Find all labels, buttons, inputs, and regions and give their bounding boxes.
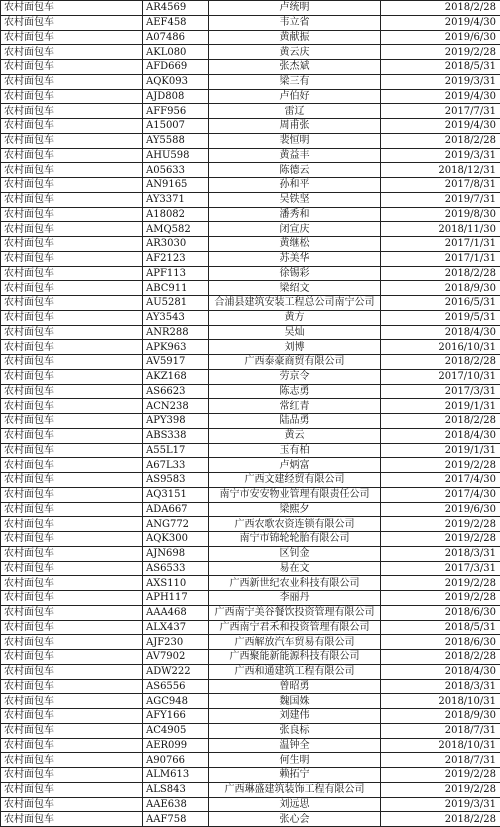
table-row	[1, 310, 500, 325]
vehicle-type-cell: 农村面包车	[1, 679, 143, 694]
table-row	[1, 384, 500, 399]
vehicle-type-cell: 农村面包车	[1, 163, 143, 178]
vehicle-type-cell: 农村面包车	[1, 119, 143, 134]
date-cell: 2018/2/28	[381, 355, 500, 370]
vehicle-type-cell: 农村面包车	[1, 487, 143, 502]
table-row	[1, 694, 500, 709]
plate-cell: AR4569	[143, 1, 209, 16]
table-row	[1, 133, 500, 148]
plate-cell: AV7902	[143, 650, 209, 665]
date-cell: 2019/2/28	[381, 532, 500, 547]
plate-cell: AKZ168	[143, 369, 209, 384]
table-row	[1, 325, 500, 340]
table-row	[1, 576, 500, 591]
table-row	[1, 89, 500, 104]
plate-cell: AR3030	[143, 237, 209, 252]
plate-cell: ALX437	[143, 620, 209, 635]
table-row	[1, 251, 500, 266]
date-cell: 2019/5/31	[381, 310, 500, 325]
table-row	[1, 605, 500, 620]
owner-cell: 卢伯好	[209, 89, 381, 104]
table-row	[1, 15, 500, 30]
table-row	[1, 650, 500, 665]
date-cell: 2018/10/31	[381, 694, 500, 709]
table-row	[1, 428, 500, 443]
date-cell: 2019/2/28	[381, 458, 500, 473]
plate-cell: ADW222	[143, 664, 209, 679]
table-row	[1, 148, 500, 163]
table-row	[1, 443, 500, 458]
owner-cell: 黄献振	[209, 30, 381, 45]
vehicle-type-cell: 农村面包车	[1, 709, 143, 724]
date-cell: 2017/1/31	[381, 237, 500, 252]
plate-cell: AAF758	[143, 812, 209, 827]
owner-cell: 吴铁坚	[209, 192, 381, 207]
table-row	[1, 753, 500, 768]
date-cell: 2017/4/30	[381, 473, 500, 488]
date-cell: 2019/1/31	[381, 399, 500, 414]
table-row	[1, 296, 500, 311]
owner-cell: 易在文	[209, 561, 381, 576]
vehicle-type-cell: 农村面包车	[1, 605, 143, 620]
plate-cell: AN9165	[143, 178, 209, 193]
vehicle-type-cell: 农村面包车	[1, 104, 143, 119]
owner-cell: 裴恒明	[209, 133, 381, 148]
plate-cell: ALM613	[143, 768, 209, 783]
vehicle-type-cell: 农村面包车	[1, 325, 143, 340]
plate-cell: AQK093	[143, 74, 209, 89]
vehicle-type-cell: 农村面包车	[1, 620, 143, 635]
vehicle-type-cell: 农村面包车	[1, 222, 143, 237]
plate-cell: A67L33	[143, 458, 209, 473]
plate-cell: AU5281	[143, 296, 209, 311]
plate-cell: APH117	[143, 591, 209, 606]
vehicle-type-cell: 农村面包车	[1, 473, 143, 488]
date-cell: 2019/3/31	[381, 797, 500, 812]
owner-cell: 苏美华	[209, 251, 381, 266]
vehicle-type-cell: 农村面包车	[1, 399, 143, 414]
owner-cell: 刘博	[209, 340, 381, 355]
date-cell: 2019/2/28	[381, 576, 500, 591]
date-cell: 2019/6/30	[381, 502, 500, 517]
date-cell: 2017/10/31	[381, 369, 500, 384]
plate-cell: ADA667	[143, 502, 209, 517]
table-row	[1, 768, 500, 783]
owner-cell: 广西泰豪商贸有限公司	[209, 355, 381, 370]
vehicle-type-cell: 农村面包车	[1, 192, 143, 207]
date-cell: 2017/8/31	[381, 178, 500, 193]
table-body	[1, 1, 500, 827]
plate-cell: AXS110	[143, 576, 209, 591]
plate-cell: AJF230	[143, 635, 209, 650]
owner-cell: 孙和平	[209, 178, 381, 193]
date-cell: 2018/2/28	[381, 266, 500, 281]
date-cell: 2017/7/31	[381, 104, 500, 119]
vehicle-type-cell: 农村面包车	[1, 753, 143, 768]
date-cell: 2018/2/28	[381, 133, 500, 148]
owner-cell: 李丽丹	[209, 591, 381, 606]
table-row	[1, 30, 500, 45]
vehicle-type-cell: 农村面包车	[1, 591, 143, 606]
owner-cell: 刘远思	[209, 797, 381, 812]
owner-cell: 陈志勇	[209, 384, 381, 399]
table-row	[1, 487, 500, 502]
owner-cell: 广西农歌农资连锁有限公司	[209, 517, 381, 532]
plate-cell: AJD808	[143, 89, 209, 104]
table-row	[1, 635, 500, 650]
plate-cell: AMQ582	[143, 222, 209, 237]
owner-cell: 常红青	[209, 399, 381, 414]
date-cell: 2018/4/30	[381, 325, 500, 340]
plate-cell: AHU598	[143, 148, 209, 163]
plate-cell: APF113	[143, 266, 209, 281]
owner-cell: 南宁市锦轮轮胎有限公司	[209, 532, 381, 547]
plate-cell: ABC911	[143, 281, 209, 296]
owner-cell: 赖拓宁	[209, 768, 381, 783]
plate-cell: AFF956	[143, 104, 209, 119]
vehicle-type-cell: 农村面包车	[1, 207, 143, 222]
table-row	[1, 340, 500, 355]
owner-cell: 刘建伟	[209, 709, 381, 724]
owner-cell: 陆品勇	[209, 414, 381, 429]
vehicle-type-cell: 农村面包车	[1, 384, 143, 399]
table-row	[1, 1, 500, 16]
plate-cell: AGC948	[143, 694, 209, 709]
vehicle-type-cell: 农村面包车	[1, 15, 143, 30]
vehicle-type-cell: 农村面包车	[1, 237, 143, 252]
table-row	[1, 104, 500, 119]
date-cell: 2018/11/30	[381, 222, 500, 237]
vehicle-type-cell: 农村面包车	[1, 782, 143, 797]
table-row	[1, 414, 500, 429]
table-row	[1, 561, 500, 576]
owner-cell: 卢统明	[209, 1, 381, 16]
owner-cell: 韦立省	[209, 15, 381, 30]
table-row	[1, 723, 500, 738]
vehicle-type-cell: 农村面包车	[1, 443, 143, 458]
plate-cell: ABS338	[143, 428, 209, 443]
vehicle-type-cell: 农村面包车	[1, 414, 143, 429]
plate-cell: AY3371	[143, 192, 209, 207]
table-row	[1, 458, 500, 473]
date-cell: 2018/6/30	[381, 605, 500, 620]
table-row	[1, 502, 500, 517]
vehicle-type-cell: 农村面包车	[1, 133, 143, 148]
vehicle-type-cell: 农村面包车	[1, 532, 143, 547]
owner-cell: 广西南宁美谷餐饮投资管理有限公司	[209, 605, 381, 620]
table-row	[1, 679, 500, 694]
owner-cell: 张良标	[209, 723, 381, 738]
vehicle-type-cell: 农村面包车	[1, 89, 143, 104]
plate-cell: AV5917	[143, 355, 209, 370]
vehicle-type-cell: 农村面包车	[1, 60, 143, 75]
vehicle-type-cell: 农村面包车	[1, 310, 143, 325]
vehicle-type-cell: 农村面包车	[1, 797, 143, 812]
plate-cell: A55L17	[143, 443, 209, 458]
date-cell: 2018/9/30	[381, 709, 500, 724]
date-cell: 2019/3/31	[381, 74, 500, 89]
vehicle-type-cell: 农村面包车	[1, 266, 143, 281]
owner-cell: 何生明	[209, 753, 381, 768]
vehicle-type-cell: 农村面包车	[1, 1, 143, 16]
date-cell: 2018/3/31	[381, 546, 500, 561]
vehicle-type-cell: 农村面包车	[1, 296, 143, 311]
owner-cell: 闭宣庆	[209, 222, 381, 237]
plate-cell: A07486	[143, 30, 209, 45]
plate-cell: AS9583	[143, 473, 209, 488]
date-cell: 2019/4/30	[381, 119, 500, 134]
owner-cell: 劳京令	[209, 369, 381, 384]
date-cell: 2018/6/30	[381, 635, 500, 650]
table-row	[1, 664, 500, 679]
date-cell: 2018/12/31	[381, 163, 500, 178]
table-row	[1, 207, 500, 222]
plate-cell: AAE638	[143, 797, 209, 812]
owner-cell: 周甫张	[209, 119, 381, 134]
vehicle-type-cell: 农村面包车	[1, 694, 143, 709]
date-cell: 2018/4/30	[381, 428, 500, 443]
owner-cell: 黄云庆	[209, 45, 381, 60]
plate-cell: A05633	[143, 163, 209, 178]
owner-cell: 广西和通建筑工程有限公司	[209, 664, 381, 679]
owner-cell: 梁绍文	[209, 281, 381, 296]
owner-cell: 温钟全	[209, 738, 381, 753]
owner-cell: 黄继松	[209, 237, 381, 252]
plate-cell: ANR288	[143, 325, 209, 340]
date-cell: 2016/10/31	[381, 340, 500, 355]
plate-cell: AC4905	[143, 723, 209, 738]
table-row	[1, 119, 500, 134]
vehicle-type-cell: 农村面包车	[1, 281, 143, 296]
table-row	[1, 222, 500, 237]
table-row	[1, 192, 500, 207]
owner-cell: 区钊金	[209, 546, 381, 561]
plate-cell: AS6556	[143, 679, 209, 694]
owner-cell: 张杰斌	[209, 60, 381, 75]
owner-cell: 梁三有	[209, 74, 381, 89]
plate-cell: AKL080	[143, 45, 209, 60]
vehicle-type-cell: 农村面包车	[1, 768, 143, 783]
plate-cell: AFD669	[143, 60, 209, 75]
vehicle-type-cell: 农村面包车	[1, 650, 143, 665]
plate-cell: A18082	[143, 207, 209, 222]
date-cell: 2019/2/28	[381, 45, 500, 60]
table-row	[1, 266, 500, 281]
owner-cell: 广西琳盛建筑装饰工程有限公司	[209, 782, 381, 797]
vehicle-type-cell: 农村面包车	[1, 561, 143, 576]
vehicle-type-cell: 农村面包车	[1, 148, 143, 163]
table-row	[1, 797, 500, 812]
date-cell: 2019/4/30	[381, 15, 500, 30]
vehicle-type-cell: 农村面包车	[1, 30, 143, 45]
date-cell: 2018/2/28	[381, 1, 500, 16]
owner-cell: 黄益丰	[209, 148, 381, 163]
date-cell: 2016/5/31	[381, 296, 500, 311]
date-cell: 2019/2/28	[381, 591, 500, 606]
vehicle-type-cell: 农村面包车	[1, 576, 143, 591]
date-cell: 2019/1/31	[381, 443, 500, 458]
plate-cell: AAA468	[143, 605, 209, 620]
table-row	[1, 178, 500, 193]
owner-cell: 南宁市安安物业管理有限责任公司	[209, 487, 381, 502]
vehicle-type-cell: 农村面包车	[1, 723, 143, 738]
date-cell: 2019/8/30	[381, 207, 500, 222]
owner-cell: 梁熙夕	[209, 502, 381, 517]
plate-cell: AEF458	[143, 15, 209, 30]
date-cell: 2019/2/28	[381, 768, 500, 783]
plate-cell: A90766	[143, 753, 209, 768]
table-row	[1, 369, 500, 384]
vehicle-type-cell: 农村面包车	[1, 251, 143, 266]
plate-cell: ACN238	[143, 399, 209, 414]
table-row	[1, 812, 500, 827]
vehicle-type-cell: 农村面包车	[1, 635, 143, 650]
table-row	[1, 709, 500, 724]
plate-cell: ALS843	[143, 782, 209, 797]
plate-cell: AS6623	[143, 384, 209, 399]
owner-cell: 黄云	[209, 428, 381, 443]
plate-cell: APY398	[143, 414, 209, 429]
table-row	[1, 60, 500, 75]
date-cell: 2018/2/28	[381, 812, 500, 827]
plate-cell: AER099	[143, 738, 209, 753]
plate-cell: AQK300	[143, 532, 209, 547]
table-row	[1, 546, 500, 561]
plate-cell: AS6533	[143, 561, 209, 576]
date-cell: 2018/3/31	[381, 679, 500, 694]
vehicle-type-cell: 农村面包车	[1, 178, 143, 193]
plate-cell: AJN698	[143, 546, 209, 561]
owner-cell: 魏国姝	[209, 694, 381, 709]
vehicle-type-cell: 农村面包车	[1, 428, 143, 443]
plate-cell: AY3543	[143, 310, 209, 325]
vehicle-type-cell: 农村面包车	[1, 340, 143, 355]
date-cell: 2019/6/30	[381, 30, 500, 45]
owner-cell: 广西新世纪农业科技有限公司	[209, 576, 381, 591]
plate-cell: AF2123	[143, 251, 209, 266]
plate-cell: ANG772	[143, 517, 209, 532]
owner-cell: 玉有柏	[209, 443, 381, 458]
vehicle-type-cell: 农村面包车	[1, 45, 143, 60]
plate-cell: A15007	[143, 119, 209, 134]
vehicle-type-cell: 农村面包车	[1, 517, 143, 532]
vehicle-type-cell: 农村面包车	[1, 458, 143, 473]
date-cell: 2018/7/31	[381, 723, 500, 738]
table-row	[1, 620, 500, 635]
date-cell: 2017/3/31	[381, 384, 500, 399]
vehicle-type-cell: 农村面包车	[1, 502, 143, 517]
plate-cell: AQ3151	[143, 487, 209, 502]
owner-cell: 黄方	[209, 310, 381, 325]
owner-cell: 陈德云	[209, 163, 381, 178]
owner-cell: 雷辽	[209, 104, 381, 119]
owner-cell: 卢炳富	[209, 458, 381, 473]
date-cell: 2018/5/31	[381, 60, 500, 75]
plate-cell: AY5588	[143, 133, 209, 148]
vehicle-type-cell: 农村面包车	[1, 369, 143, 384]
table-row	[1, 281, 500, 296]
owner-cell: 徐锡彩	[209, 266, 381, 281]
table-row	[1, 782, 500, 797]
vehicle-type-cell: 农村面包车	[1, 546, 143, 561]
date-cell: 2019/4/30	[381, 89, 500, 104]
date-cell: 2019/2/28	[381, 782, 500, 797]
vehicle-type-cell: 农村面包车	[1, 664, 143, 679]
date-cell: 2019/2/28	[381, 517, 500, 532]
plate-cell: APK963	[143, 340, 209, 355]
table-row	[1, 74, 500, 89]
table-row	[1, 532, 500, 547]
date-cell: 2018/10/31	[381, 738, 500, 753]
vehicle-type-cell: 农村面包车	[1, 355, 143, 370]
owner-cell: 广西文建经贸有限公司	[209, 473, 381, 488]
date-cell: 2019/3/31	[381, 148, 500, 163]
date-cell: 2019/7/31	[381, 192, 500, 207]
date-cell: 2018/7/31	[381, 753, 500, 768]
date-cell: 2018/4/30	[381, 664, 500, 679]
plate-cell: AFY166	[143, 709, 209, 724]
owner-cell: 合浦县建筑安装工程总公司南宁公司	[209, 296, 381, 311]
table-row	[1, 237, 500, 252]
owner-cell: 潘秀和	[209, 207, 381, 222]
date-cell: 2018/2/28	[381, 414, 500, 429]
table-row	[1, 45, 500, 60]
date-cell: 2018/2/28	[381, 650, 500, 665]
owner-cell: 吴灿	[209, 325, 381, 340]
owner-cell: 广西聚能新能源科技有限公司	[209, 650, 381, 665]
table-row	[1, 163, 500, 178]
date-cell: 2017/4/30	[381, 487, 500, 502]
owner-cell: 广西解放汽车贸易有限公司	[209, 635, 381, 650]
table-row	[1, 517, 500, 532]
owner-cell: 曾昭勇	[209, 679, 381, 694]
vehicle-type-cell: 农村面包车	[1, 74, 143, 89]
table-row	[1, 738, 500, 753]
date-cell: 2017/3/31	[381, 561, 500, 576]
table-row	[1, 473, 500, 488]
table-row	[1, 591, 500, 606]
date-cell: 2018/5/31	[381, 620, 500, 635]
owner-cell: 张心会	[209, 812, 381, 827]
date-cell: 2018/9/30	[381, 281, 500, 296]
owner-cell: 广西南宁君禾和投资管理有限公司	[209, 620, 381, 635]
vehicle-type-cell: 农村面包车	[1, 812, 143, 827]
table-row	[1, 355, 500, 370]
vehicle-type-cell: 农村面包车	[1, 738, 143, 753]
table-row	[1, 399, 500, 414]
date-cell: 2017/1/31	[381, 251, 500, 266]
